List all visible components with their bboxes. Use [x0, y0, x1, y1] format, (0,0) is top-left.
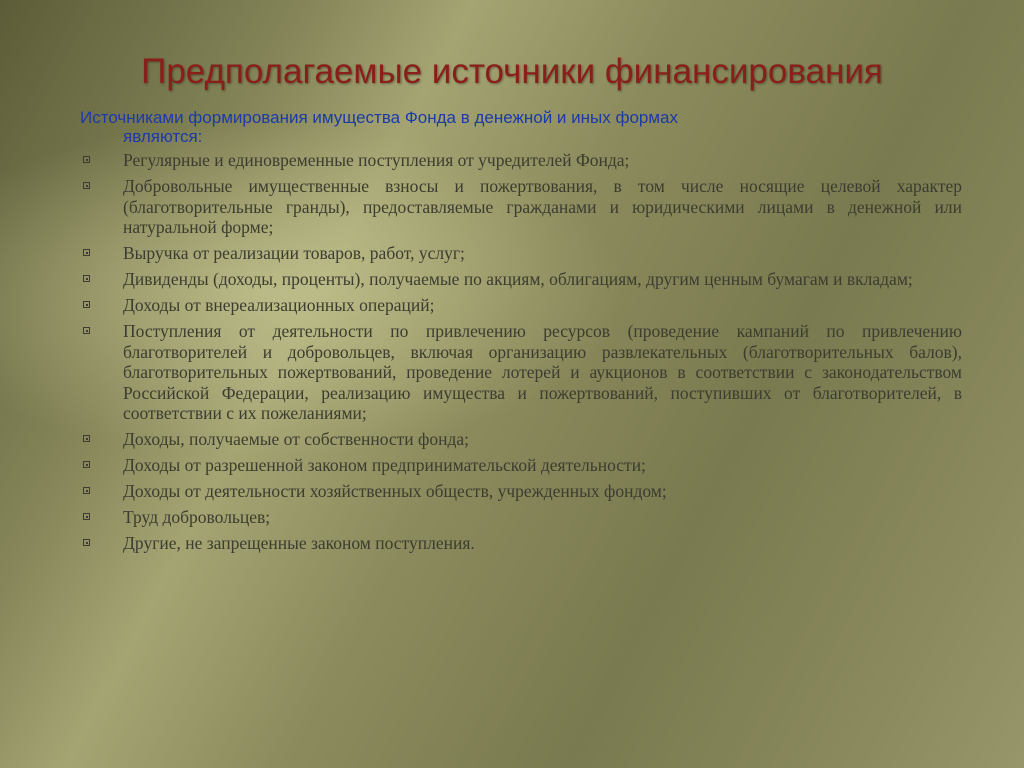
square-bullet-icon	[83, 513, 90, 520]
list-item	[80, 295, 962, 316]
list-item-text: Регулярные и единовременные поступления от учредителей Фонда;	[123, 150, 630, 170]
list-item-text: Дивиденды (доходы, проценты), получаемые по акциям, облигациям, другим ценным бумагам и вкладам;	[123, 269, 913, 289]
intro-line-1: Источниками формирования имущества Фонда в денежной и иных формах	[80, 108, 678, 127]
square-bullet-icon	[83, 301, 90, 308]
list-item	[80, 176, 962, 238]
list-item-text: Доходы от разрешенной законом предпринимательской деятельности;	[123, 455, 646, 475]
list-item-text: Поступления от деятельности по привлечению ресурсов (проведение кампаний по привлечению благотворителей и добровольцев, включая организацию развлекательных (благотворительных балов), благотворительных пожертвований, проведение лотерей и аукционов в соответствии с законодательством Российской Федерации, реализацию имущества и пожертвований, поступивших от благотворителей, в соответствии с их пожеланиями;	[123, 321, 962, 423]
list-item-text: Доходы, получаемые от собственности фонда;	[123, 429, 470, 449]
list-item	[80, 481, 962, 502]
list-item-text: Добровольные имущественные взносы и пожертвования, в том числе носящие целевой характер (благотворительные гранды), предоставляемые гражданами и юридическими лицами в денежной или натуральной форме;	[123, 176, 962, 237]
list-item-text: Доходы от внереализационных операций;	[123, 295, 435, 315]
list-item-text: Труд добровольцев;	[123, 507, 271, 527]
list-item	[80, 533, 962, 554]
list-item	[80, 269, 962, 290]
list-item-text: Выручка от реализации товаров, работ, услуг;	[123, 243, 465, 263]
square-bullet-icon	[83, 182, 90, 189]
square-bullet-icon	[83, 249, 90, 256]
list-item	[80, 455, 962, 476]
square-bullet-icon	[83, 275, 90, 282]
square-bullet-icon	[83, 461, 90, 468]
square-bullet-icon	[83, 327, 90, 334]
square-bullet-icon	[83, 156, 90, 163]
square-bullet-icon	[83, 435, 90, 442]
slide-content	[80, 108, 962, 559]
intro-line-2: являются:	[123, 127, 203, 146]
slide-title: Предполагаемые источники финансирования	[141, 52, 883, 91]
square-bullet-icon	[83, 539, 90, 546]
list-item	[80, 243, 962, 264]
intro-text	[80, 108, 962, 146]
list-item	[80, 150, 962, 171]
list-item	[80, 429, 962, 450]
list-item-text: Другие, не запрещенные законом поступления.	[123, 533, 475, 553]
list-item-text: Доходы от деятельности хозяйственных обществ, учрежденных фондом;	[123, 481, 667, 501]
list-item	[80, 507, 962, 528]
square-bullet-icon	[83, 487, 90, 494]
sources-list	[80, 150, 962, 554]
list-item	[80, 321, 962, 424]
